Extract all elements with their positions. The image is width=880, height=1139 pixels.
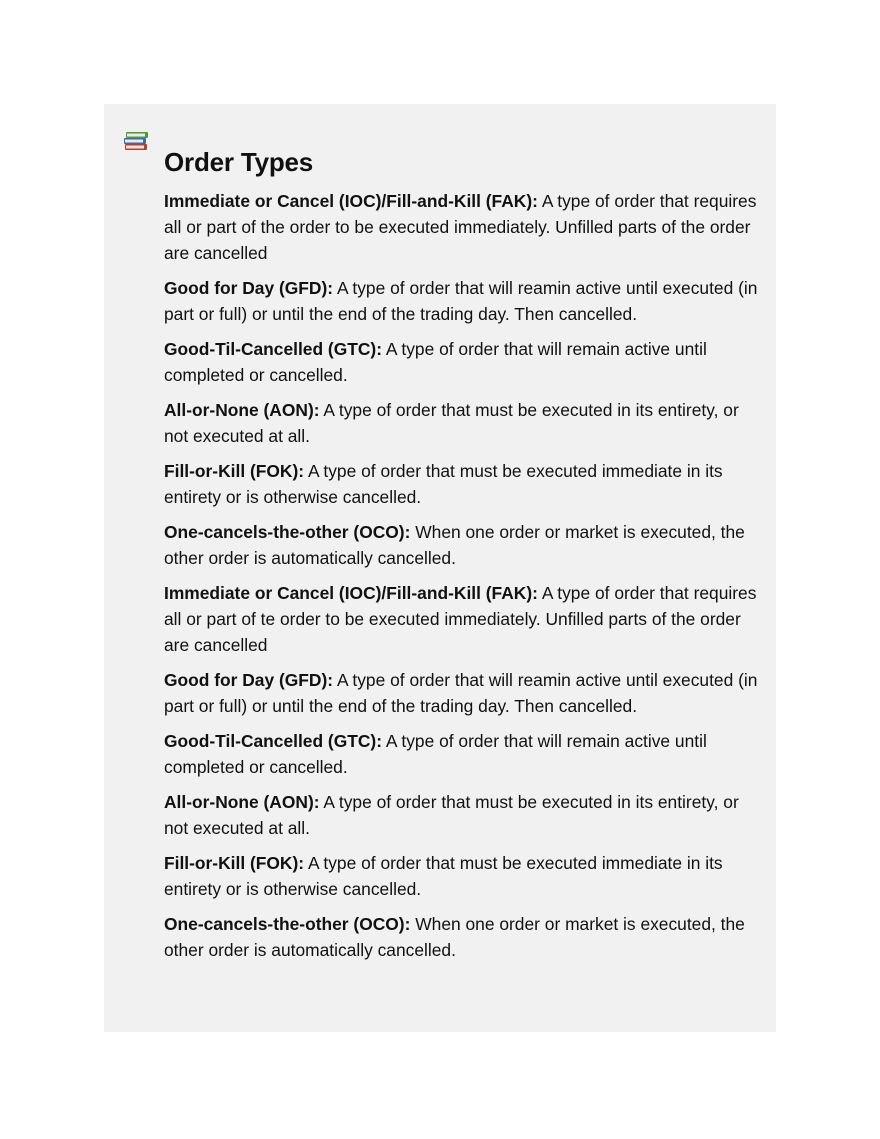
order-types-callout (104, 104, 776, 1032)
order-type-term: Immediate or Cancel (IOC)/Fill-and-Kill (FAK): (164, 583, 538, 603)
order-type-entry (164, 519, 764, 571)
order-type-term: Good for Day (GFD): (164, 278, 334, 298)
order-type-term: Good-Til-Cancelled (GTC): (164, 339, 383, 359)
order-type-definition: A type of order that must be executed immediate in its entirety or is otherwise cancelled. (164, 853, 723, 899)
order-type-term: One-cancels-the-other (OCO): (164, 522, 411, 542)
order-type-entry (164, 336, 764, 388)
callout-body (164, 146, 764, 972)
order-type-entry (164, 458, 764, 510)
order-type-term: One-cancels-the-other (OCO): (164, 914, 411, 934)
order-type-term: Fill-or-Kill (FOK): (164, 853, 305, 873)
books-icon (122, 126, 150, 154)
order-type-definition: A type of order that requires all or part of the order to be executed immediately. Unfilled parts of the order are cancelled (164, 191, 757, 263)
order-type-definition: A type of order that will remain active until completed or cancelled. (164, 731, 707, 777)
order-type-definition: A type of order that must be executed in its entirety, or not executed at all. (164, 792, 739, 838)
order-type-entry (164, 728, 764, 780)
order-type-entry (164, 789, 764, 841)
order-type-term: Good for Day (GFD): (164, 670, 334, 690)
order-type-definition: A type of order that requires all or part of te order to be executed immediately. Unfilled parts of the order are cancelled (164, 583, 757, 655)
order-type-definition: When one order or market is executed, the other order is automatically cancelled. (164, 914, 745, 960)
order-type-entry (164, 580, 764, 658)
order-type-definition: A type of order that must be executed immediate in its entirety or is otherwise cancelled. (164, 461, 723, 507)
order-type-term: Good-Til-Cancelled (GTC): (164, 731, 383, 751)
order-type-entry (164, 188, 764, 266)
order-type-entry (164, 275, 764, 327)
order-type-list (164, 188, 764, 963)
order-type-definition: A type of order that will reamin active until executed (in part or full) or until the end of the trading day. Then cancelled. (164, 670, 758, 716)
order-type-term: Fill-or-Kill (FOK): (164, 461, 305, 481)
order-type-definition: When one order or market is executed, the other order is automatically cancelled. (164, 522, 745, 568)
order-type-term: All-or-None (AON): (164, 400, 320, 420)
order-type-definition: A type of order that will reamin active until executed (in part or full) or until the end of the trading day. Then cancelled. (164, 278, 758, 324)
order-type-definition: A type of order that must be executed in its entirety, or not executed at all. (164, 400, 739, 446)
order-type-entry (164, 397, 764, 449)
order-type-definition: A type of order that will remain active until completed or cancelled. (164, 339, 707, 385)
order-type-entry (164, 911, 764, 963)
order-type-term: All-or-None (AON): (164, 792, 320, 812)
order-type-term: Immediate or Cancel (IOC)/Fill-and-Kill (FAK): (164, 191, 538, 211)
callout-title: Order Types (164, 147, 314, 177)
order-type-entry (164, 667, 764, 719)
order-type-entry (164, 850, 764, 902)
